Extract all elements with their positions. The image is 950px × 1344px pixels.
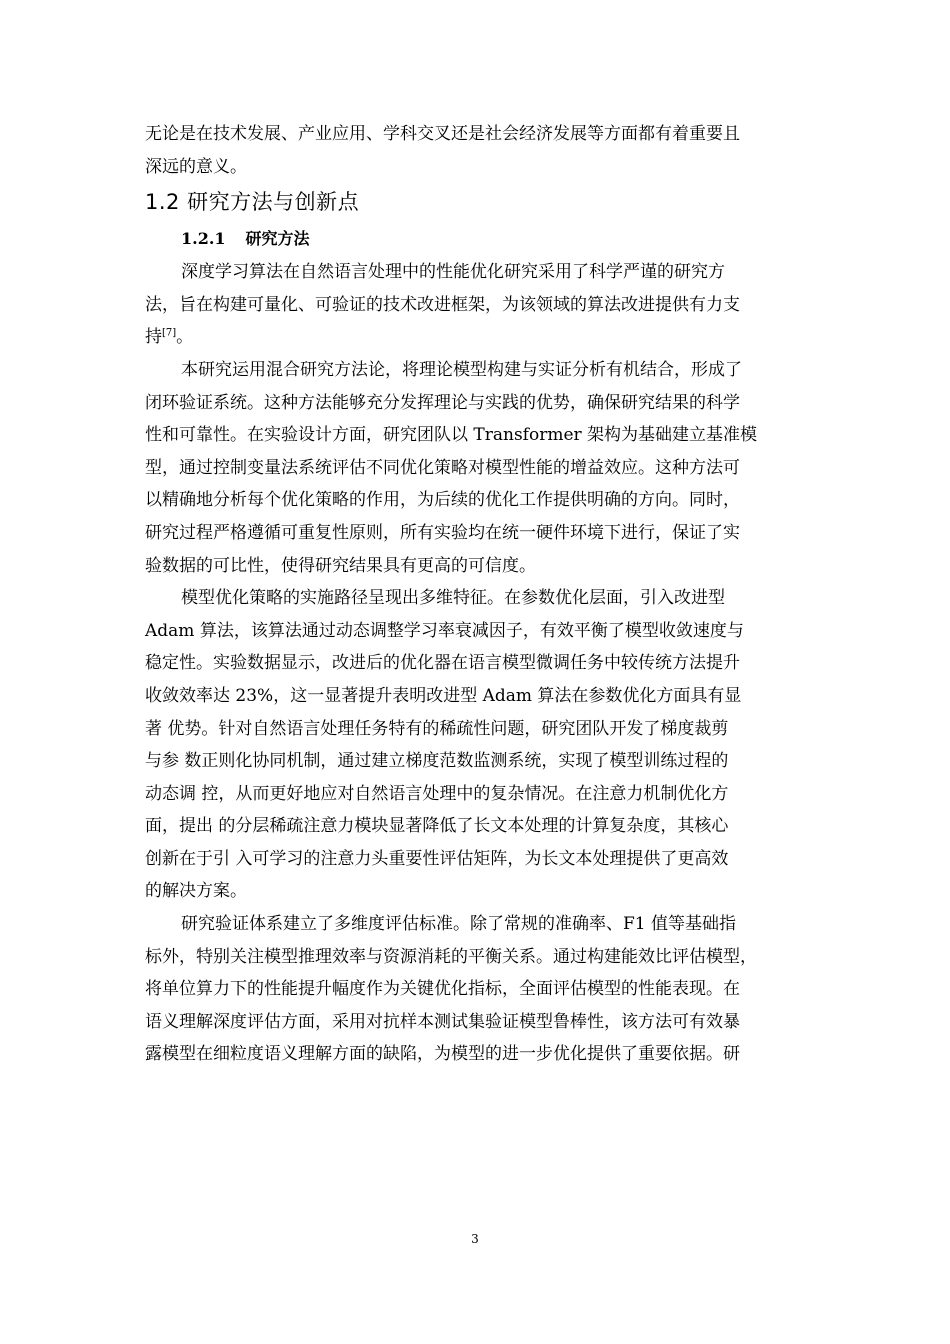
page-body [145, 118, 810, 1071]
text-line: 语义理解深度评估方面，采用对抗样本测试集验证模型鲁棒性，该方法可有效暴 [145, 1011, 740, 1032]
text-line: 创新在于引 入可学习的注意力头重要性评估矩阵，为长文本处理提供了更高效 [145, 848, 729, 869]
paragraph-3 [145, 582, 810, 908]
paragraph-4 [145, 908, 810, 1071]
text-line: 面，提出 的分层稀疏注意力模块显著降低了长文本处理的计算复杂度，其核心 [145, 816, 729, 837]
paragraph-1 [145, 256, 810, 354]
text-line: 研究验证体系建立了多维度评估标准。除了常规的准确率、F1 值等基础指 [181, 914, 737, 935]
section-heading: 1.2 研究方法与创新点 [145, 190, 360, 215]
text-line: Adam 算法，该算法通过动态调整学习率衰减因子，有效平衡了模型收敛速度与 [145, 620, 744, 641]
text-line: 动态调 控，从而更好地应对自然语言处理中的复杂情况。在注意力机制优化方 [145, 783, 729, 804]
page-number: 3 [471, 1232, 479, 1246]
paragraph-2 [145, 354, 810, 582]
subsection-heading [145, 222, 810, 256]
text-line: 与参 数正则化协同机制，通过建立梯度范数监测系统，实现了模型训练过程的 [145, 751, 729, 772]
text-line: 露模型在细粒度语义理解方面的缺陷，为模型的进一步优化提供了重要依据。研 [145, 1044, 740, 1065]
text-line: 型，通过控制变量法系统评估不同优化策略对模型性能的增益效应。这种方法可 [145, 457, 740, 478]
text-line: 无论是在技术发展、产业应用、学科交叉还是社会经济发展等方面都有着重要且 [145, 124, 740, 144]
text-line: 深度学习算法在自然语言处理中的性能优化研究采用了科学严谨的研究方 [181, 262, 725, 283]
citation-link[interactable]: [7] [162, 327, 177, 339]
subsection-title: 研究方法 [245, 229, 310, 249]
text-line: 法，旨在构建可量化、可验证的技术改进框架，为该领域的算法改进提供有力支 [145, 294, 740, 315]
text-line: 著 优势。针对自然语言处理任务特有的稀疏性问题，研究团队开发了梯度裁剪 [145, 718, 729, 739]
text-line: 将单位算力下的性能提升幅度作为关键优化指标，全面评估模型的性能表现。在 [145, 979, 740, 1000]
text-line: 的解决方案。 [145, 881, 247, 902]
text-line: 稳定性。实验数据显示，改进后的优化器在语言模型微调任务中较传统方法提升 [145, 653, 740, 674]
text-fragment: 持 [145, 327, 162, 348]
text-line: 验数据的可比性，使得研究结果具有更高的可信度。 [145, 555, 536, 576]
text-line: 本研究运用混合研究方法论，将理论模型构建与实证分析有机结合，形成了 [181, 359, 742, 380]
text-line [145, 321, 810, 354]
text-line: 收敛效率达 23%，这一显著提升表明改进型 Adam 算法在参数优化方面具有显 [145, 685, 742, 706]
text-line: 研究过程严格遵循可重复性原则，所有实验均在统一硬件环境下进行，保证了实 [145, 522, 740, 543]
subsection-number: 1.2.1 [181, 229, 226, 249]
text-line: 模型优化策略的实施路径呈现出多维特征。在参数优化层面，引入改进型 [181, 588, 725, 609]
text-line: 深远的意义。 [145, 156, 247, 177]
text-fragment: 。 [176, 327, 194, 348]
text-line: 以精确地分析每个优化策略的作用，为后续的优化工作提供明确的方向。同时， [145, 490, 740, 511]
text-line: 性和可靠性。在实验设计方面，研究团队以 Transformer 架构为基础建立基准模 [145, 425, 758, 446]
intro-paragraph [145, 118, 810, 183]
text-line: 标外，特别关注模型推理效率与资源消耗的平衡关系。通过构建能效比评估模型， [145, 946, 757, 967]
text-line: 闭环验证系统。这种方法能够充分发挥理论与实践的优势，确保研究结果的科学 [145, 392, 740, 413]
